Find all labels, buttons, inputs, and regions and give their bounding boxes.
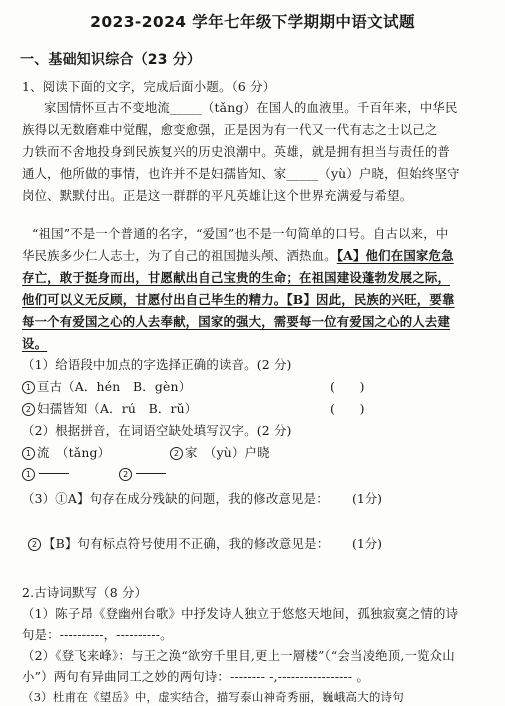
sub-question-3b <box>28 536 329 552</box>
circled-number-1: 1 <box>22 468 35 481</box>
passage-line-10: 每一个有爱国之心的人去奉献，国家的强大，需要每一位有爱国之心的人去建 <box>22 314 451 329</box>
sub-question-1b <box>22 401 197 417</box>
passage-line-11: 设。 <box>22 336 48 351</box>
sub-question-2b <box>170 445 270 461</box>
passage-line-6: “祖国”不是一个普通的名字，“爱国”也不是一句简单的口号。自古以来，中 <box>32 226 449 241</box>
circled-number-1: 1 <box>22 381 35 394</box>
sub-question-1b-text: 妇孺皆知（A．rú B．rǔ） <box>37 401 198 416</box>
passage-line-5: 岗位、默默付出。正是这一群群的平凡英雄让这个世界充满爱与希望。 <box>22 188 413 203</box>
answer-paren-1b[interactable]: ( ) <box>330 401 365 416</box>
passage-line-7 <box>22 248 454 264</box>
poetry-q2-line2: 小”）两句有异曲同工之妙的两句诗：-------- -,----------------- 。 <box>22 669 370 684</box>
sub-question-1a <box>22 379 191 395</box>
passage-line-2: 族得以无数磨难中觉醒，愈变愈强，正是因为有一代又一代有志之士以己之 <box>22 122 438 137</box>
poetry-q2-line1: （2）《登飞来峰》：与王之涣“欲穷千里目,更上一層楼”（“会当凌绝顶,一览众山 <box>22 648 455 663</box>
score-3b: (1分) <box>352 536 382 551</box>
circled-number-2: 2 <box>170 447 183 460</box>
answer-blanks-2 <box>22 466 168 482</box>
passage-line-1: 家国情怀亘古不变地流_____（tǎng）在国人的血液里。千百年来，中华民 <box>44 100 458 115</box>
sub-question-2a-text: 流 （tǎng） <box>37 445 111 460</box>
poetry-q1-line1: （1）陈子昂《登幽州台歌》中抒发诗人独立于悠悠天地间，孤独寂寞之情的诗 <box>22 606 459 621</box>
circled-number-1: 1 <box>22 447 35 460</box>
question-1-intro: 1、阅读下面的文字，完成后面小题。（6 分） <box>22 79 276 94</box>
poetry-q1-line2: 句是：----------，----------。 <box>22 627 173 642</box>
passage-line-4: 通人，他所做的事情，也许并不是妇孺皆知、家_____（yù）户晓，但始终坚守 <box>22 166 460 181</box>
sub-question-3a: （3）①A】句存在成分残缺的问题，我的修改意见是： <box>22 491 329 506</box>
section-2-heading: 2.古诗词默写（8 分） <box>22 585 148 600</box>
passage-line-9: 他们可以义无反顾，甘愿付出自己毕生的精力。【B】因此，民族的兴旺，要靠 <box>22 292 455 307</box>
sub-question-2a <box>22 445 110 461</box>
sub-question-2b-text: 家 （yù）户晓 <box>185 445 270 460</box>
exam-title: 2023-2024 学年七年级下学期期中语文试题 <box>90 13 415 31</box>
sub-question-3b-text: 【B】句有标点符号使用不正确，我的修改意见是： <box>43 536 330 551</box>
poetry-q3-line1: （3）杜甫在《望岳》中，虚实结合，描写泰山神奇秀丽，巍峨高大的诗句 <box>22 690 404 704</box>
sub-question-2: （2）根据拼音，在词语空缺处填写汉字。(2 分) <box>22 423 292 438</box>
answer-paren-1a[interactable]: ( ) <box>330 379 365 394</box>
circled-number-2: 2 <box>119 468 132 481</box>
circled-number-2: 2 <box>22 403 35 416</box>
sub-question-1a-text: 亘古（A．hén B．gèn） <box>37 379 192 394</box>
answer-blank-2a[interactable] <box>39 473 69 474</box>
score-3a: (1分) <box>352 491 382 506</box>
answer-blank-2b[interactable] <box>136 473 166 474</box>
section-1-heading: 一、基础知识综合（23 分） <box>20 52 202 68</box>
passage-line-3: 力铁而不舍地投身到民族复兴的历史浪潮中。英雄，就是拥有担当与责任的普 <box>22 144 451 159</box>
sentence-a-start: 【A】他们在国家危急 <box>336 248 454 263</box>
passage-line-8: 存亡，敢于挺身而出，甘愿献出自己宝贵的生命；在祖国建设蓬勃发展之际， <box>22 270 451 285</box>
circled-number-2: 2 <box>28 538 41 551</box>
sub-question-1: （1）给语段中加点的字选择正确的读音。(2 分) <box>22 357 292 372</box>
passage-line-7-text: 华民族多少仁人志士，为了自己的祖国抛头颅、洒热血。 <box>22 248 337 263</box>
